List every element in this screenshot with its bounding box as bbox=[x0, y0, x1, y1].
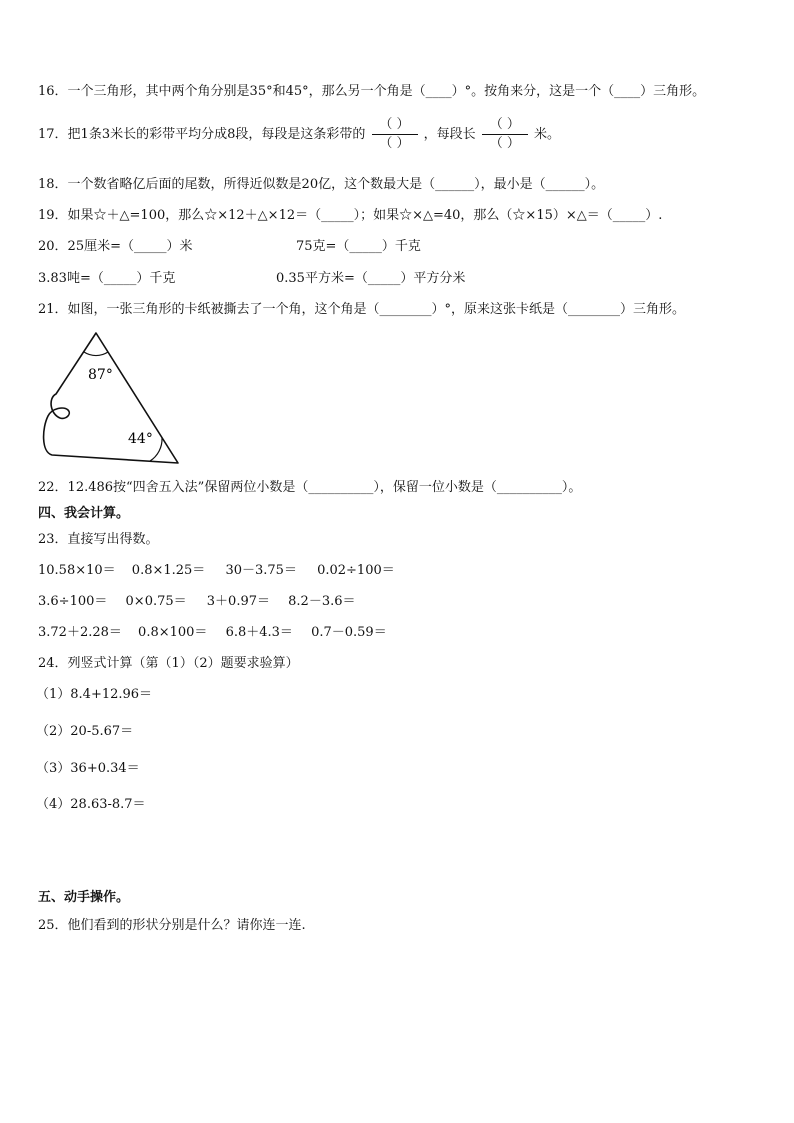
q17-prefix: 17．把1条3米长的彩带平均分成8段，每段是这条彩带的 bbox=[38, 127, 366, 142]
fraction-bar bbox=[372, 134, 418, 135]
calc-item: 3.72＋2.28＝ bbox=[38, 625, 122, 640]
q24-item-3: （3）36+0.34＝ bbox=[36, 761, 140, 776]
calc-item: 3.6÷100＝ bbox=[38, 594, 108, 609]
question-19: 19．如果☆＋△=100，那么☆×12＋△×12＝（_____）；如果☆×△=40，那么（☆×15）×△＝（_____）. bbox=[38, 208, 663, 223]
section-5-heading: 五、动手操作。 bbox=[38, 890, 130, 905]
question-24: 24．列竖式计算（第（1）（2）题要求验算） bbox=[38, 656, 299, 671]
question-20-b: 75克=（_____）千克 bbox=[296, 239, 421, 254]
question-21: 21．如图，一张三角形的卡纸被撕去了一个角，这个角是（________）°，原来这张卡纸是（________）三角形。 bbox=[38, 302, 686, 317]
q17-suffix: 米。 bbox=[533, 127, 560, 142]
fraction-2-num: （ ） bbox=[489, 117, 520, 132]
angle-label-bottom: 44° bbox=[128, 431, 153, 447]
question-20-d: 0.35平方米=（_____）平方分米 bbox=[276, 271, 466, 286]
fraction-1-den: （ ） bbox=[379, 136, 410, 151]
question-20-a: 20．25厘米=（_____）米 bbox=[38, 239, 193, 254]
question-20-c: 3.83吨=（_____）千克 bbox=[38, 271, 176, 286]
fraction-bar bbox=[482, 134, 528, 135]
calc-item: 10.58×10＝ bbox=[38, 563, 116, 578]
question-22: 22．12.486按“四舍五入法”保留两位小数是（__________），保留一位小数是（__________）。 bbox=[38, 480, 582, 495]
question-16: 16．一个三角形，其中两个角分别是35°和45°，那么另一个角是（____）°。按角来分，这是一个（____）三角形。 bbox=[38, 84, 706, 99]
q24-item-1: （1）8.4+12.96＝ bbox=[36, 687, 153, 702]
section-4-heading: 四、我会计算。 bbox=[38, 506, 130, 521]
question-18: 18．一个数省略亿后面的尾数，所得近似数是20亿，这个数最大是（______），最小是（______）。 bbox=[38, 177, 605, 192]
calc-item: 0.8×1.25＝ bbox=[131, 563, 206, 578]
calc-item: 6.8＋4.3＝ bbox=[225, 625, 293, 640]
torn-triangle-figure bbox=[38, 330, 188, 468]
calc-row-1 bbox=[38, 563, 395, 579]
question-25: 25．他们看到的形状分别是什么？请你连一连. bbox=[38, 918, 306, 933]
q24-item-2: （2）20-5.67＝ bbox=[36, 724, 134, 739]
calc-item: 8.2－3.6＝ bbox=[288, 594, 356, 609]
fraction-1-num: （ ） bbox=[379, 117, 410, 132]
fraction-2 bbox=[482, 118, 528, 151]
q24-item-4: （4）28.63-8.7＝ bbox=[36, 797, 146, 812]
calc-item: 3＋0.97＝ bbox=[206, 594, 270, 609]
calc-item: 0.7－0.59＝ bbox=[311, 625, 387, 640]
question-17 bbox=[38, 118, 560, 151]
calc-item: 0.02÷100＝ bbox=[317, 563, 395, 578]
calc-item: 0.8×100＝ bbox=[138, 625, 208, 640]
q17-mid: ，每段长 bbox=[423, 127, 476, 142]
question-23: 23．直接写出得数。 bbox=[38, 532, 159, 547]
calc-item: 30－3.75＝ bbox=[225, 563, 297, 578]
fraction-2-den: （ ） bbox=[489, 136, 520, 151]
fraction-1 bbox=[372, 118, 418, 151]
calc-item: 0×0.75＝ bbox=[125, 594, 187, 609]
calc-row-3 bbox=[38, 625, 387, 641]
calc-row-2 bbox=[38, 594, 356, 610]
angle-label-top: 87° bbox=[88, 367, 113, 383]
